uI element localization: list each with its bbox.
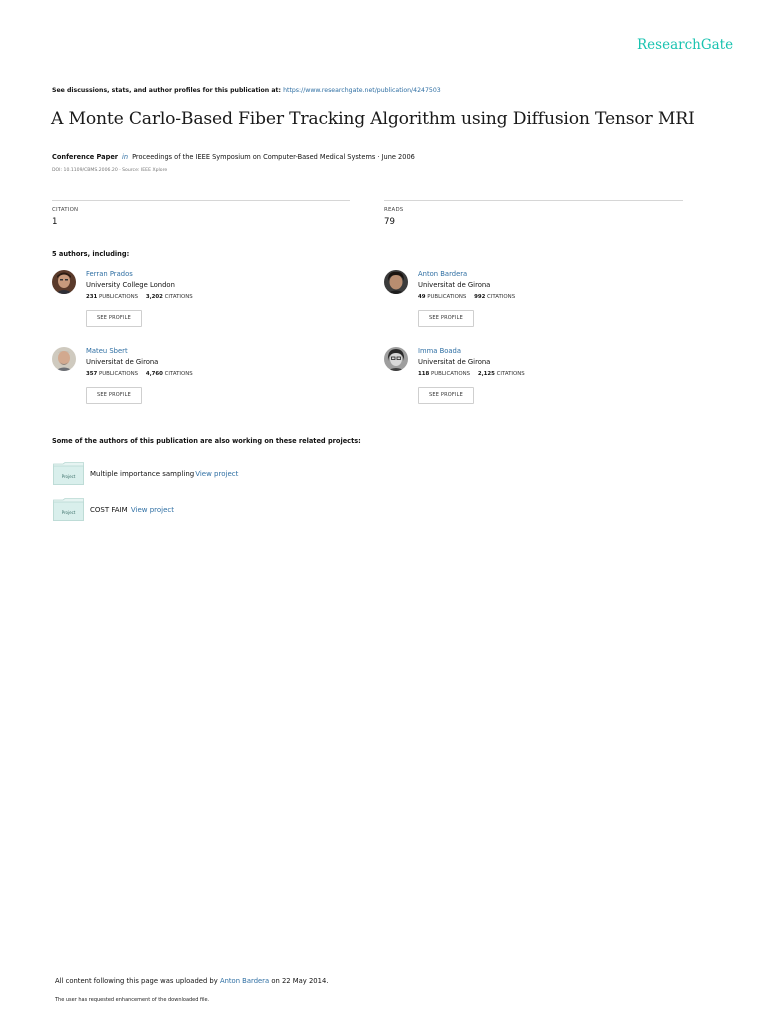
publications-label: PUBLICATIONS (427, 294, 467, 300)
see-profile-button[interactable]: SEE PROFILE (86, 310, 142, 327)
publication-url-link[interactable]: https://www.researchgate.net/publication/4247503 (283, 87, 441, 94)
reads-count: 79 (384, 217, 395, 227)
citation-count: 2,125 (477, 371, 495, 377)
doi-source: DOI: 10.1109/CBMS.2006.20 · Source: IEEE Xplore (52, 168, 168, 173)
publication-count: 231 (86, 294, 98, 300)
publication-type: Conference Paper (52, 153, 119, 161)
see-discussions-text: See discussions, stats, and author profiles for this publication at: (52, 87, 281, 94)
see-profile-button[interactable]: SEE PROFILE (418, 310, 474, 327)
citation-divider (52, 200, 350, 201)
publication-count: 118 (418, 371, 430, 377)
project-item (53, 462, 453, 486)
publication-venue: Proceedings of the IEEE Symposium on Computer-Based Medical Systems · June 2006 (132, 153, 415, 161)
footer-note: The user has requested enhancement of the downloaded file. (55, 997, 210, 1003)
publications-label: PUBLICATIONS (98, 294, 139, 300)
page-title: A Monte Carlo-Based Fiber Tracking Algorithm using Diffusion Tensor MRI (51, 109, 695, 129)
citation-count: 4,760 (145, 371, 163, 377)
uploaded-prefix: All content following this page was uploaded by (55, 977, 218, 985)
reads-label: READS (384, 207, 404, 213)
view-project-link[interactable]: View project (130, 506, 174, 514)
author-name-link[interactable]: Ferran Prados (86, 270, 133, 278)
author-stats (418, 371, 525, 377)
see-profile-button[interactable]: SEE PROFILE (418, 387, 474, 404)
project-item (53, 498, 453, 522)
reads-divider (384, 200, 683, 201)
author-card (52, 347, 352, 417)
citations-label: CITATIONS (164, 371, 193, 377)
avatar[interactable] (52, 347, 76, 371)
avatar[interactable] (384, 270, 408, 294)
related-projects-heading: Some of the authors of this publication are also working on these related projects: (52, 437, 361, 445)
publication-count: 357 (86, 371, 98, 377)
project-icon-label: Project (61, 510, 76, 515)
publications-label: PUBLICATIONS (430, 371, 471, 377)
citation-count: 1 (52, 217, 58, 227)
author-stats (418, 294, 515, 300)
folder-icon (53, 462, 84, 489)
avatar[interactable] (52, 270, 76, 294)
project-text (90, 470, 238, 478)
see-profile-button[interactable]: SEE PROFILE (86, 387, 142, 404)
uploaded-suffix: on 22 May 2014. (271, 977, 329, 985)
author-name-link[interactable]: Imma Boada (418, 347, 462, 355)
publication-count: 49 (418, 294, 426, 300)
author-stats (86, 371, 193, 377)
folder-icon (53, 498, 84, 525)
author-name-link[interactable]: Anton Bardera (418, 270, 468, 278)
citations-label: CITATIONS (487, 294, 516, 300)
author-card (52, 270, 352, 340)
view-project-link[interactable]: View project (195, 470, 239, 478)
in-label: in (122, 153, 129, 161)
citations-label: CITATIONS (496, 371, 525, 377)
project-name: COST FAIM (90, 506, 128, 514)
publications-label: PUBLICATIONS (98, 371, 139, 377)
project-text (90, 506, 174, 514)
researchgate-logo[interactable]: ResearchGate (637, 37, 734, 53)
author-institution: Universitat de Girona (418, 281, 491, 289)
project-name: Multiple importance sampling (90, 470, 195, 478)
publication-meta (52, 153, 415, 161)
uploaded-by-line (55, 977, 328, 985)
author-stats (86, 294, 193, 300)
see-discussions-line (52, 87, 441, 94)
citation-count: 3,202 (145, 294, 163, 300)
author-name-link[interactable]: Mateu Sbert (86, 347, 128, 355)
uploader-link[interactable]: Anton Bardera (219, 977, 270, 985)
avatar[interactable] (384, 347, 408, 371)
author-institution: Universitat de Girona (418, 358, 491, 366)
author-institution: Universitat de Girona (86, 358, 159, 366)
citation-label: CITATION (52, 207, 79, 213)
citations-label: CITATIONS (164, 294, 193, 300)
author-institution: University College London (86, 281, 175, 289)
author-card (384, 347, 684, 417)
project-icon-label: Project (61, 474, 76, 479)
authors-heading: 5 authors, including: (52, 250, 130, 258)
author-card (384, 270, 684, 340)
citation-count: 992 (474, 294, 486, 300)
